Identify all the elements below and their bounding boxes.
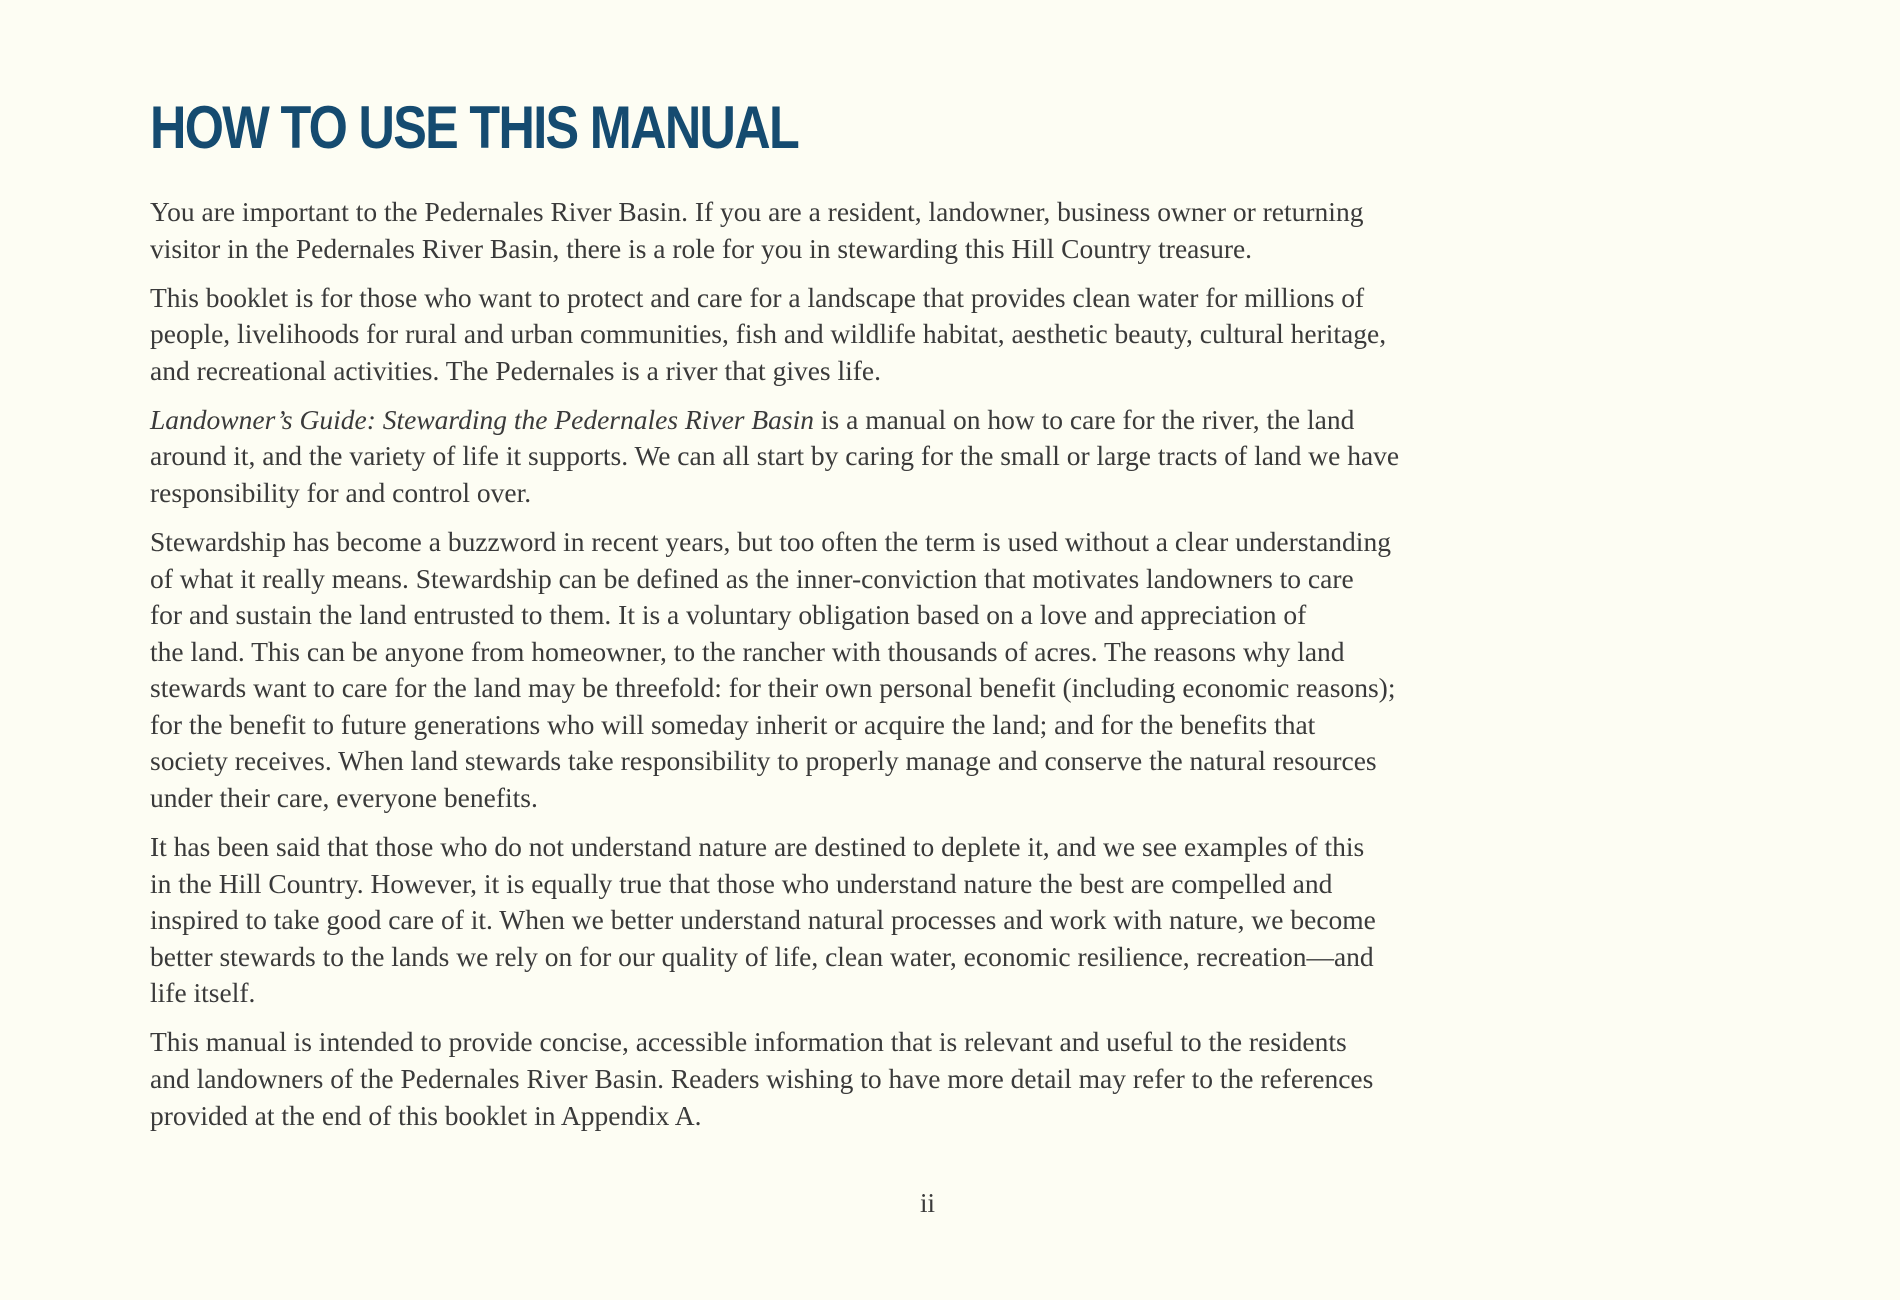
paragraph-stewardship	[150, 524, 1540, 817]
guide-title-continuation: is a manual on how to care for the river, the land	[814, 403, 1355, 435]
body-text	[150, 194, 1540, 1147]
paragraph-references	[150, 1024, 1540, 1134]
text-line: society receives. When land stewards take responsibility to properly manage and conserve the natural resources	[150, 745, 1377, 777]
text-line: provided at the end of this booklet in Appendix A.	[150, 1099, 702, 1131]
text-line: It has been said that those who do not understand nature are destined to deplete it, and we see examples of this	[150, 831, 1365, 863]
paragraph-purpose	[150, 280, 1540, 390]
text-line	[150, 402, 1540, 439]
text-line: You are important to the Pedernales River Basin. If you are a resident, landowner, business owner or returning	[150, 196, 1364, 227]
text-line: and landowners of the Pedernales River Basin. Readers wishing to have more detail may refer to the references	[150, 1063, 1374, 1095]
text-line: of what it really means. Stewardship can be defined as the inner-conviction that motivates landowners to care	[150, 562, 1354, 594]
text-line: for the benefit to future generations who will someday inherit or acquire the land; and for the benefits that	[150, 708, 1316, 740]
text-line: Stewardship has become a buzzword in recent years, but too often the term is used without a clear understanding	[150, 525, 1391, 557]
text-line: This booklet is for those who want to protect and care for a landscape that provides clean water for millions of	[150, 281, 1365, 313]
text-line: people, livelihoods for rural and urban communities, fish and wildlife habitat, aesthetic beauty, cultural heritage,	[150, 318, 1387, 350]
text-line: better stewards to the lands we rely on for our quality of life, clean water, economic resilience, recreation—and	[150, 940, 1374, 972]
text-line: around it, and the variety of life it supports. We can all start by caring for the small or large tracts of land we have	[150, 440, 1400, 472]
text-line: visitor in the Pedernales River Basin, there is a role for you in stewarding this Hill Country treasure.	[150, 232, 1253, 264]
page-title: HOW TO USE THIS MANUAL	[150, 94, 799, 161]
guide-title: Landowner’s Guide: Stewarding the Pedernales River Basin	[150, 403, 815, 435]
text-line: under their care, everyone benefits.	[150, 782, 538, 814]
text-line: inspired to take good care of it. When we better understand natural processes and work with nature, we become	[150, 904, 1376, 936]
text-line: in the Hill Country. However, it is equally true that those who understand nature the best are compelled and	[150, 867, 1333, 899]
paragraph-guide	[150, 402, 1540, 512]
paragraph-intro	[150, 194, 1540, 267]
text-line: stewards want to care for the land may be threefold: for their own personal benefit (including economic reasons);	[150, 672, 1396, 704]
text-line: for and sustain the land entrusted to them. It is a voluntary obligation based on a love and appreciation of	[150, 599, 1307, 631]
text-line: responsibility for and control over.	[150, 476, 532, 508]
text-line: This manual is intended to provide concise, accessible information that is relevant and useful to the residents	[150, 1026, 1347, 1058]
page-number: ii	[919, 1188, 935, 1218]
paragraph-nature	[150, 829, 1540, 1012]
text-line: life itself.	[150, 977, 256, 1009]
text-line: the land. This can be anyone from homeowner, to the rancher with thousands of acres. The reasons why land	[150, 635, 1345, 667]
text-line: and recreational activities. The Pedernales is a river that gives life.	[150, 354, 882, 386]
